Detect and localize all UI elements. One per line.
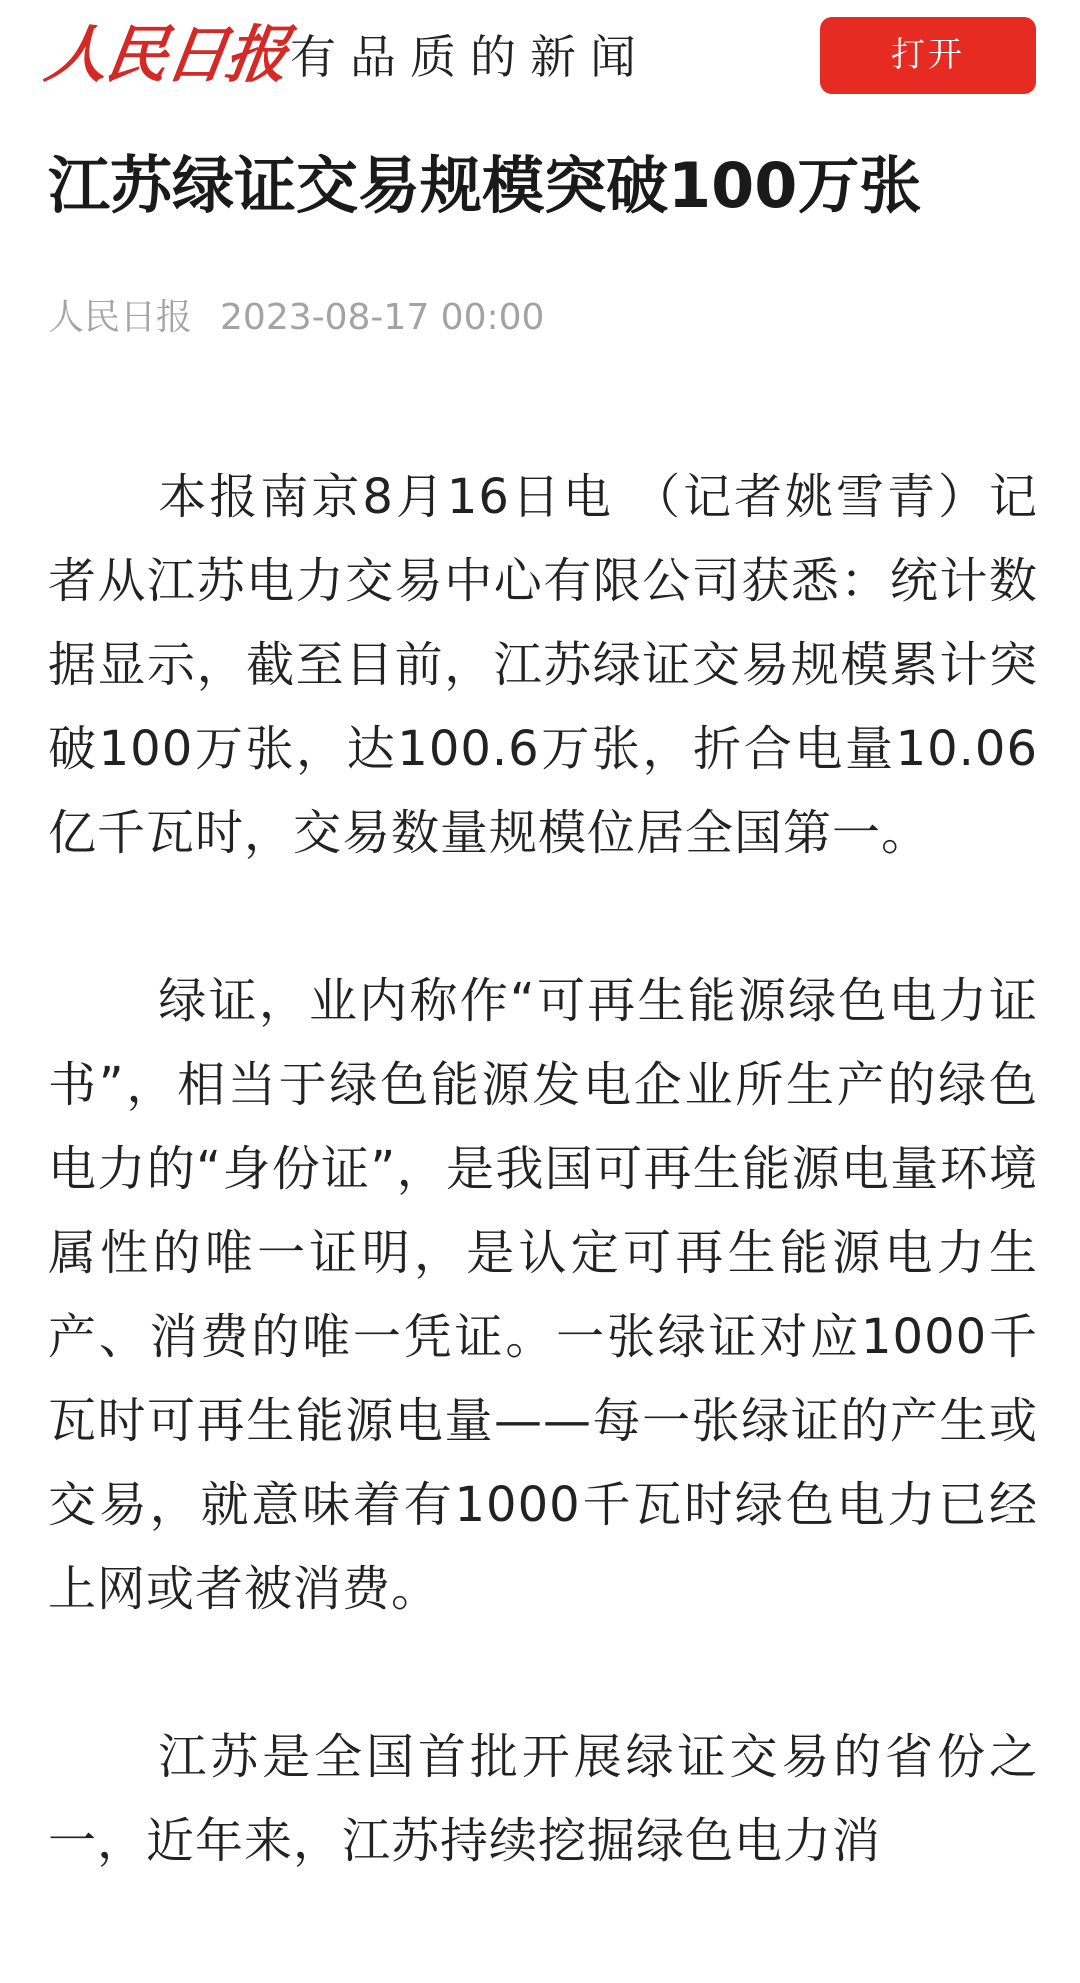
open-app-button[interactable]: 打开 [820,17,1036,94]
top-bar [0,0,1080,120]
article-body [48,455,1038,1967]
article-source: 人民日报 [48,297,193,338]
article-paragraph: 本报南京8月16日电 （记者姚雪青）记者从江苏电力交易中心有限公司获悉：统计数据显示，截至目前，江苏绿证交易规模累计突破100万张，达100.6万张，折合电量10.06亿千瓦时，交易数量规模位居全国第一。 [48,469,1038,861]
article-datetime: 2023-08-17 00:00 [220,297,545,338]
article-paragraph: 江苏是全国首批开展绿证交易的省份之一，近年来，江苏持续挖掘绿色电力消 [48,1729,1038,1869]
slogan-text: 有品质的新闻 [290,30,650,84]
article-paragraph: 绿证，业内称作“可再生能源绿色电力证书”，相当于绿色能源发电企业所生产的绿色电力的“身份证”，是我国可再生能源电量环境属性的唯一证明，是认定可再生能源电力生产、消费的唯一凭证。一张绿证对应1000千瓦时可再生能源电量——每一张绿证的产生或交易，就意味着有1000千瓦时绿色电力已经上网或者被消费。 [48,973,1038,1617]
article-meta [48,293,544,343]
article-title: 江苏绿证交易规模突破100万张 [48,149,922,222]
peoples-daily-logo[interactable]: 人民日报 [40,18,292,91]
